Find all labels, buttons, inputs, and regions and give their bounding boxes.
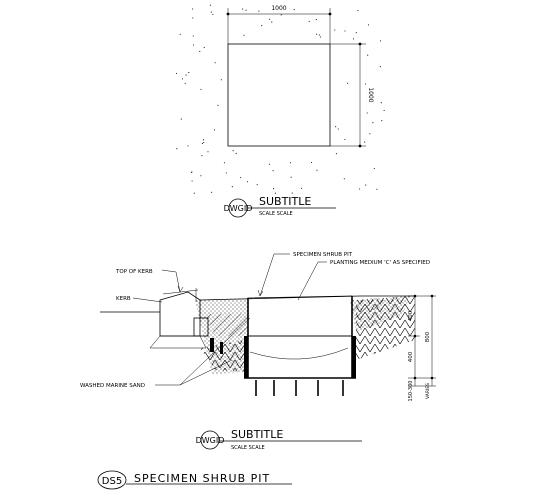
planting-medium-label: PLANTING MEDIUM 'C' AS SPECIFIED bbox=[330, 260, 430, 266]
plan-callout-title: SUBTITLE bbox=[259, 195, 312, 208]
soil-dot bbox=[367, 55, 368, 56]
soil-dot bbox=[200, 175, 201, 176]
soil-dot bbox=[200, 89, 201, 90]
soil-dot bbox=[309, 21, 310, 22]
soil-dot bbox=[232, 186, 233, 187]
section-callout-scale: SCALE SCALE bbox=[231, 445, 265, 451]
soil-dot bbox=[291, 177, 292, 178]
plan-callout bbox=[224, 195, 336, 217]
soil-dot bbox=[311, 162, 312, 163]
soil-dot bbox=[246, 10, 247, 11]
pit-outline-square bbox=[228, 44, 330, 146]
soil-dot bbox=[224, 162, 225, 163]
soil-dot bbox=[211, 12, 212, 13]
dim-upper: 400 bbox=[408, 310, 414, 322]
soil-dot bbox=[376, 189, 377, 190]
plan-callout-tag: DWGID bbox=[223, 204, 253, 213]
drainage-layer bbox=[248, 336, 352, 378]
soil-dot bbox=[176, 73, 177, 74]
dim-varies: VARIES bbox=[426, 382, 431, 400]
soil-dot bbox=[269, 19, 270, 20]
soil-dot bbox=[320, 36, 321, 37]
soil-dot bbox=[210, 5, 211, 6]
soil-dot bbox=[176, 148, 177, 149]
soil-dot bbox=[193, 44, 194, 45]
planting-medium-layer bbox=[248, 296, 352, 336]
soil-dot bbox=[180, 34, 181, 35]
section-callout-tag: DWGID bbox=[195, 436, 225, 445]
soil-dot bbox=[187, 145, 188, 146]
soil-dot bbox=[188, 72, 189, 73]
soil-dot bbox=[364, 142, 365, 143]
sheet-title bbox=[98, 471, 292, 489]
section-view bbox=[80, 252, 436, 451]
soil-dot bbox=[353, 38, 354, 39]
soil-dot bbox=[344, 30, 345, 31]
section-callout bbox=[196, 428, 362, 451]
soil-dot bbox=[381, 120, 382, 121]
soil-dot bbox=[261, 25, 262, 26]
soil-dot bbox=[273, 188, 274, 189]
soil-dot bbox=[290, 162, 291, 163]
anchor-pegs bbox=[256, 380, 343, 396]
soil-dot bbox=[247, 181, 248, 182]
soil-dot bbox=[368, 24, 369, 25]
soil-dot bbox=[202, 143, 203, 144]
soil-dot bbox=[240, 177, 241, 178]
soil-dot bbox=[233, 150, 234, 151]
soil-dot bbox=[335, 126, 336, 127]
height-dimension-text: 1000 bbox=[367, 87, 374, 103]
soil-dot bbox=[316, 170, 317, 171]
width-dimension-text: 1000 bbox=[271, 5, 287, 12]
soil-dot bbox=[367, 112, 368, 113]
soil-dot bbox=[344, 178, 345, 179]
soil-dot bbox=[207, 151, 208, 152]
soil-dot bbox=[199, 51, 200, 52]
soil-dot bbox=[380, 66, 381, 67]
soil-dot bbox=[243, 35, 244, 36]
soil-dot bbox=[194, 193, 195, 194]
soil-dot bbox=[226, 172, 227, 173]
soil-dot bbox=[186, 75, 187, 76]
soil-dot bbox=[193, 35, 194, 36]
soil-dot bbox=[192, 180, 193, 181]
kerb-label: KERB bbox=[116, 296, 131, 302]
soil-dot bbox=[204, 47, 205, 48]
soil-dot bbox=[357, 10, 358, 11]
soil-dot bbox=[258, 11, 259, 12]
soil-dot bbox=[215, 62, 216, 63]
soil-dot bbox=[384, 110, 385, 111]
soil-dot bbox=[369, 133, 370, 134]
soil-dot bbox=[294, 9, 295, 10]
soil-dot bbox=[319, 34, 320, 35]
washed-sand-label: WASHED MARINE SAND bbox=[80, 383, 145, 389]
dim-lower: 400 bbox=[408, 351, 414, 363]
sheet-tag: DS5 bbox=[101, 476, 123, 487]
sheet-title-text: SPECIMEN SHRUB PIT bbox=[134, 472, 271, 485]
soil-dot bbox=[316, 19, 317, 20]
plan-view bbox=[176, 5, 385, 217]
top-of-kerb-label: TOP OF KERB bbox=[116, 269, 153, 275]
soil-dot bbox=[271, 22, 272, 23]
soil-dot bbox=[316, 34, 317, 35]
soil-dot bbox=[181, 119, 182, 120]
soil-speckle bbox=[176, 5, 385, 194]
soil-dot bbox=[212, 14, 213, 15]
soil-dot bbox=[191, 172, 192, 173]
soil-dot bbox=[380, 40, 381, 41]
soil-dot bbox=[301, 188, 302, 189]
soil-dot bbox=[292, 193, 293, 194]
soil-dot bbox=[281, 14, 282, 15]
soil-dot bbox=[214, 129, 215, 130]
section-callout-title: SUBTITLE bbox=[231, 428, 284, 441]
soil-dot bbox=[269, 164, 270, 165]
soil-dot bbox=[203, 142, 204, 143]
soil-dot bbox=[192, 17, 193, 18]
soil-dot bbox=[221, 79, 222, 80]
plan-callout-scale: SCALE SCALE bbox=[259, 211, 293, 217]
soil-dot bbox=[273, 170, 274, 171]
soil-dot bbox=[374, 168, 375, 169]
soil-dot bbox=[347, 83, 348, 84]
soil-dot bbox=[338, 128, 339, 129]
soil-dot bbox=[336, 153, 337, 154]
soil-dot bbox=[182, 78, 183, 79]
soil-dot bbox=[203, 139, 204, 140]
soil-dot bbox=[217, 105, 218, 106]
specimen-shrub-pit-label: SPECIMEN SHRUB PIT bbox=[293, 252, 353, 258]
soil-dot bbox=[242, 9, 243, 10]
soil-dot bbox=[185, 83, 186, 84]
dim-total: 800 bbox=[425, 331, 431, 343]
soil-dot bbox=[275, 193, 276, 194]
soil-dot bbox=[257, 184, 258, 185]
soil-dot bbox=[344, 139, 345, 140]
soil-dot bbox=[211, 192, 212, 193]
soil-dot bbox=[365, 83, 366, 84]
soil-dot bbox=[381, 102, 382, 103]
soil-dot bbox=[201, 155, 202, 156]
soil-dot bbox=[236, 153, 237, 154]
soil-dot bbox=[372, 122, 373, 123]
soil-dot bbox=[365, 185, 366, 186]
soil-dot bbox=[334, 29, 335, 30]
soil-dot bbox=[356, 32, 357, 33]
dim-bottom: 150-300 bbox=[408, 380, 414, 402]
soil-dot bbox=[192, 8, 193, 9]
soil-dot bbox=[359, 188, 360, 189]
